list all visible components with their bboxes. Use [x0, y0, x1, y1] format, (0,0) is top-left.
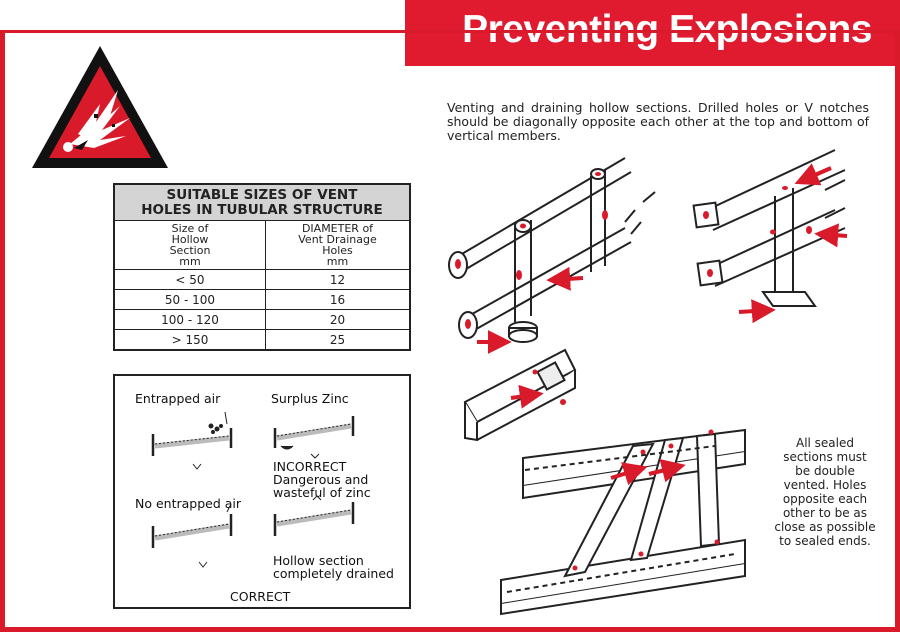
flow-arrow: [739, 310, 771, 312]
label-no-entrapped-air: No entrapped air: [135, 496, 242, 511]
table-row: < 50 12: [114, 270, 410, 290]
table-row: 100 - 120 20: [114, 310, 410, 330]
tube-surplus-zinc-diagram: [275, 416, 353, 458]
sealed-truss-illustration: [501, 430, 745, 614]
label-hollow-section: Hollow section: [273, 553, 364, 568]
tube-no-entrapped-air-diagram: [153, 504, 231, 567]
venting-intro-text: Venting and draining hollow sections. Drilled holes or V notches should be diagonally opposite each other at the top and bottom of vertical members.: [447, 100, 869, 143]
venting-illustrations: [415, 140, 885, 620]
column-header-size: Size of Hollow Section mm: [114, 221, 266, 270]
page-title: Preventing Explosions: [462, 8, 872, 51]
flow-arrow: [551, 278, 583, 280]
label-wasteful: wasteful of zinc: [273, 485, 371, 500]
label-correct: CORRECT: [230, 589, 291, 604]
round-tube-railing-illustration: [449, 158, 655, 342]
table-caption: SUITABLE SIZES OF VENT HOLES IN TUBULAR STRUCTURE: [114, 184, 410, 221]
sealed-sections-note: All sealed sections must be double vented. Holes opposite each other to be as close as possible to sealed ends.: [774, 436, 876, 548]
label-surplus-zinc: Surplus Zinc: [271, 391, 349, 406]
table-row: 50 - 100 16: [114, 290, 410, 310]
tube-diagrams: [115, 376, 409, 607]
flow-arrow: [819, 234, 847, 236]
label-dangerous: Dangerous and: [273, 472, 369, 487]
tube-entrapped-air-diagram: [153, 412, 231, 469]
label-completely-drained: completely drained: [273, 566, 394, 581]
tube-drained-diagram: [275, 496, 353, 536]
label-incorrect: INCORRECT: [273, 459, 347, 474]
explosion-warning-icon: [30, 44, 170, 170]
table-row: > 150 25: [114, 330, 410, 351]
zinc-drainage-panel: [113, 374, 411, 609]
column-header-diameter: DIAMETER of Vent Drainage Holes mm: [266, 221, 411, 270]
flow-arrow: [799, 168, 831, 182]
vent-size-table: [113, 183, 411, 351]
label-entrapped-air: Entrapped air: [135, 391, 221, 406]
